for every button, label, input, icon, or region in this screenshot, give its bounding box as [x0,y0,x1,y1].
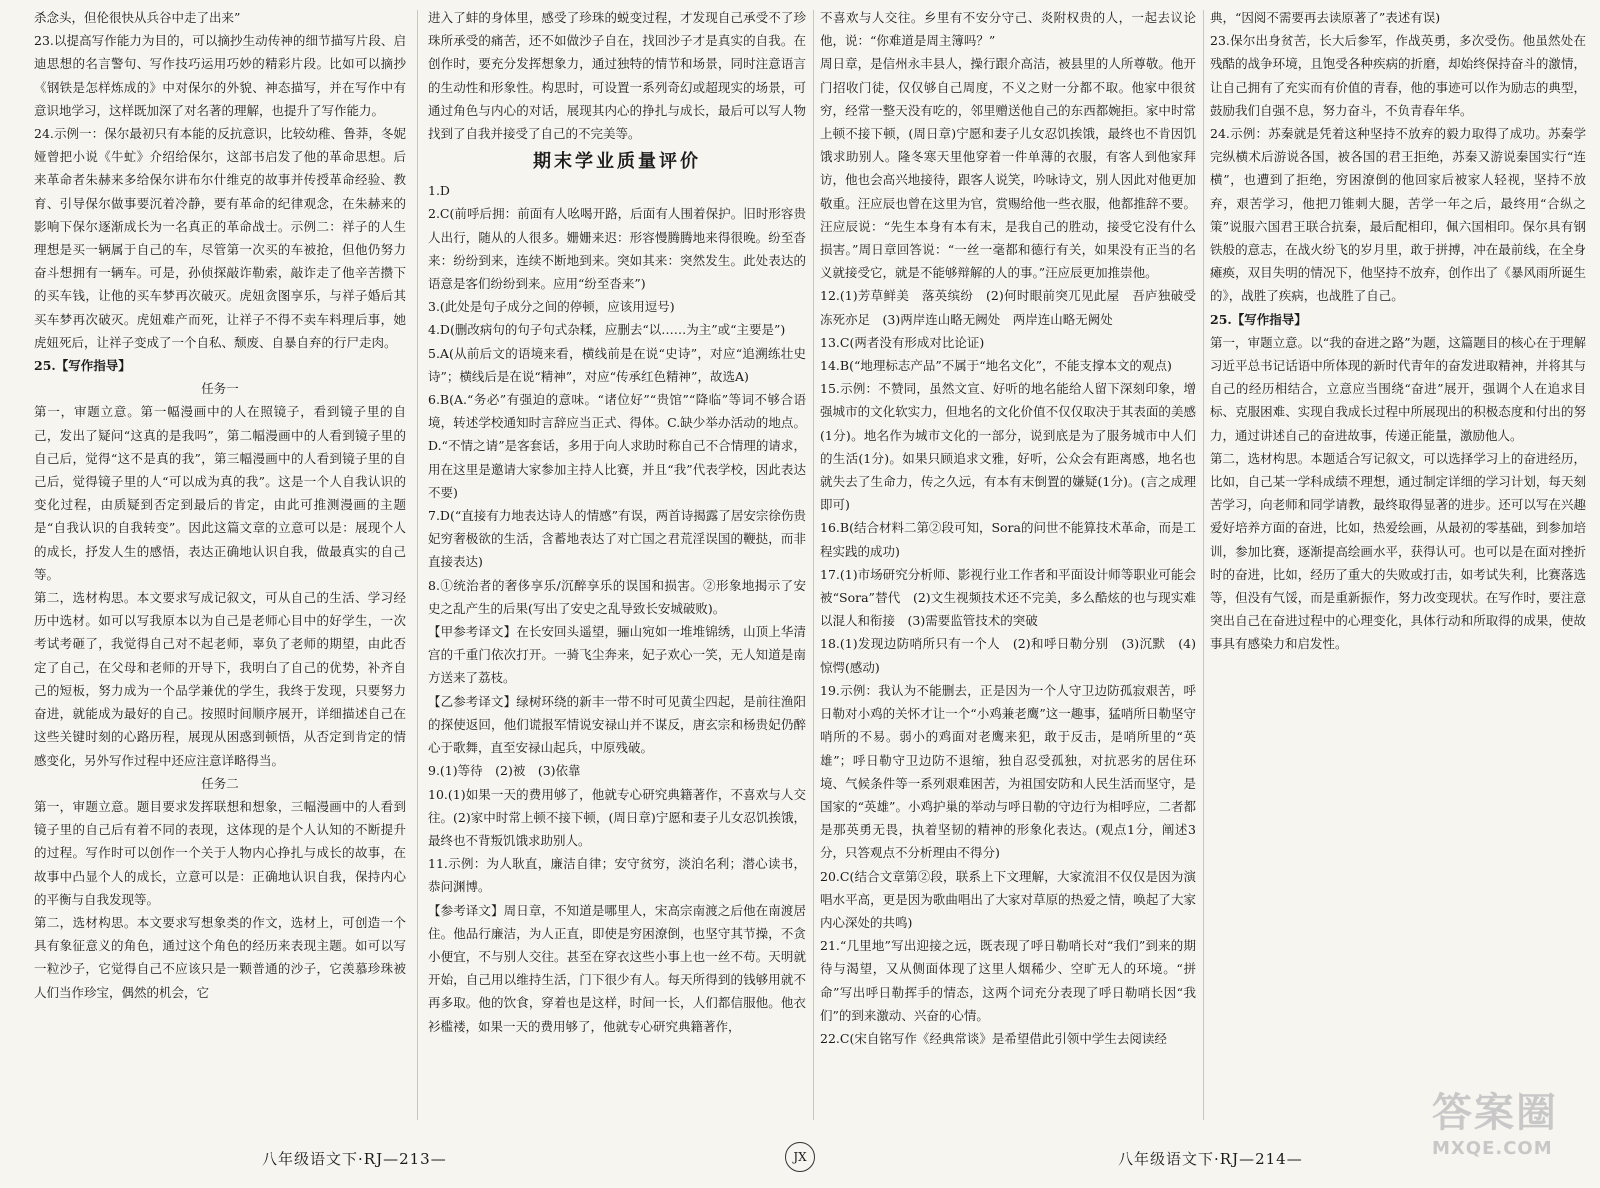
answer-23: 23.保尔出身贫苦，长大后参军，作战英勇，多次受伤。他虽然处在残酷的战争环境，且饱受各种疾病的折磨，却始终保持奋斗的激情，让自己拥有了充实而有价值的青春，他的事迹可以作为励志的典型，鼓励我们自强不息，努力奋斗，不负青春年华。 [1210,33,1586,118]
answer-7: 7.D(“直接有力地表达诗人的情感”有误，两首诗揭露了居安宗徐伤贵妃穷奢极欲的生活，含蓄地表达了对亡国之君荒淫误国的鞭挞，而非直接表达) [428,508,806,570]
answer-10: 10.(1)如果一天的费用够了，他就专心研究典籍著作，不喜欢与人交往。(2)家中时常上顿不接下顿，(周日章)宁愿和妻子儿女忍饥挨饿，最终也不背叛饥饿求助别人。 [428,786,806,848]
text-block: 进入了蚌的身体里，感受了珍珠的蜕变过程，才发现自己承受不了珍珠所承受的痛苦，还不如做沙子自在，找回沙子才是真实的自我。在创作时，要充分发挥想象力，通过独特的情节和场景，同时注意语言的生动性和形象性。构思时，可设置一系列奇幻或超现实的场景，可通过角色与内心的对话，展现其内心的挣扎与成长，最后可以写人物找到了自我并接受了自己的不完美等。 [428,10,806,142]
answer-12: 12.(1)芳草鲜美 落英缤纷 (2)何时眼前突兀见此屋 吾庐独破受冻死亦足 (3)两岸连山略无阙处 两岸连山略无阙处 [820,288,1196,327]
translation-reference: 【参考译文】周日章，不知道是哪里人，宋高宗南渡之后他在南渡居住。他品行廉洁，为人正直，即使是穷困潦倒，也坚守其节操，不贪小便宜，不与别人交往。甚至在穿衣这些小事上也一丝不苟。天明就开始，自己用以维持生活，门下很少有人。每天所得到的钱够用就不再多取。他的饮食，穿着也是这样，时间一长，人们都信服他。他衣衫槛褛，如果一天的费用够了，他就专心研究典籍著作， [428,902,806,1034]
task-one-step-one: 第一，审题立意。第一幅漫画中的人在照镜子，看到镜子里的自己，发出了疑问“这真的是我吗”，第二幅漫画中的人看到镜子里的自己后，觉得“这不是真的我”，第三幅漫画中的人看到镜子里的自己后，觉得镜子里的人“可以成为真的我”。这是一个人自我认识的变化过程，由质疑到否定到最后的肯定，由此可推测漫画的主题是“自我认识的自我转变”。因此这篇文章的立意可以是：展现个人的成长，抒发人生的感悟，表达正确地认识自我，做最真实的自己等。 [34,404,406,582]
site-watermark [1432,1088,1592,1176]
answer-4: 4.D(删改病句的句子句式杂糅，应删去“以……为主”或“主要是”) [428,322,786,338]
answer-20: 20.C(结合文章第②段，联系上下文理解，大家流泪不仅仅是因为演唱水平高，更是因为歌曲唱出了大家对草原的热爱之情，唤起了大家内心深处的共鸣) [820,868,1196,930]
answer-8: 8.①统治者的奢侈享乐/沉醉享乐的误国和损害。②形象地揭示了安史之乱产生的后果(写出了安史之乱导致长安城破败)。 [428,577,806,616]
task-one-heading: 任务一 [201,381,239,397]
page-number-left: 八年级语文下·RJ—213— [262,1150,447,1168]
answer-6: 6.B(A.“务必”有强迫的意味。“诸位好”“贵馆”“降临”等词不够合语境，转述学校通知时言辞应当正式、得体。C.缺少举办活动的地点。D.“不情之请”是客套话，多用于向人求助时称自己不合情理的请求，用在这里是邀请大家参加主持人比赛，并且“我”代表学校，因此表达不要) [428,392,806,500]
answer-5: 5.A(从前后文的语境来看，横线前是在说“史诗”，对应“追溯练壮史诗”；横线后是在说“精神”，对应“传承红色精神”，故选A) [428,345,806,384]
column-3 [820,6,1196,1134]
answer-22: 22.C(宋自铭写作《经典常谈》是希望借此引领中学生去阅读经 [820,1030,1167,1046]
task-two-heading: 任务二 [201,775,239,791]
text-block: 杀念头，但伦很快从兵谷中走了出来” [34,10,241,25]
writing-step-one: 第一，审题立意。以“我的奋进之路”为题，这篇题目的核心在于理解习近平总书记话语中所体现的新时代青年的奋发进取精神，并将其与自己的经历相结合，立意应当围绕“奋进”展开，强调个人在追求目标、克服困难、实现自我成长过程中所展现出的积极态度和付出的努力，通过讲述自己的奋进故事，传递正能量，激励他人。 [1210,334,1586,443]
jx-circle-mark: JX [785,1142,815,1172]
answer-14: 14.B(“地理标志产品”不属于“地名文化”，不能支撑本文的观点) [820,358,1172,374]
column-divider [417,10,418,1120]
answer-13: 13.C(两者没有形成对比论证) [820,334,985,350]
column-1 [34,6,406,1134]
answer-16: 16.B(结合材料二第②段可知，Sora的问世不能算技术革命，而是工程实践的成功) [820,520,1196,559]
page-number-right: 八年级语文下·RJ—214— [1118,1150,1303,1168]
answer-19: 19.示例：我认为不能删去，正是因为一个人守卫边防孤寂艰苦，呼日勒对小鸡的关怀才让一个“小鸡兼老鹰”这一趣事，猛哨所日勒坚守哨所的不易。弱小的鸡面对老鹰来犯，敢于反击，是哨所里的“英雄”；呼日勒守卫边防不退缩，独自忍受孤独，对抗恶劣的居住环境、气候条件等一系列艰难困苦，为祖国安防和人民生活而坚守，是国家的“英雄”。小鸡护巢的举动与呼日勒的守边行为相呼应，二者都是那英勇无畏，执着坚韧的精神的形象化表达。(观点1分，阐述3分，只答观点不分析理由不得分) [820,682,1196,861]
task-two-step-one: 第一，审题立意。题目要求发挥联想和想象，三幅漫画中的人看到镜子里的自己后有着不同的表现，这体现的是个人认知的不断提升的过程。写作时可以创作一个关于人物内心挣扎与成长的故事，在故事中凸显个人的成长，立意可以是：正确地认识自我，保持内心的平衡与自我发现等。 [34,798,406,907]
task-one-step-two: 第二，选材构思。本文要求写成记叙文，可从自己的生活、学习经历中选材。如可以写我原本以为自己是老师心目中的好学生，一次考试考砸了，我觉得自己对不起老师，辜负了老师的期望，由此否定了自己，在父母和老师的开导下，我明白了自己的优势，补齐自己的短板，努力成为一个品学兼优的学生，我终于发现，只要努力奋进，就能成为最好的自己。按照时间顺序展开，详细描述自己在这些关键时刻的心路历程，展现从困惑到顿悟，从否定到肯定的情感变化，另外写作过程中还应注意详略得当。 [34,590,406,768]
answer-23: 23.以提高写作能力为目的，可以摘抄生动传神的细节描写片段、启迪思想的名言警句、写作技巧运用巧妙的精彩片段。比如可以摘抄《钢铁是怎样炼成的》中对保尔的外貌、神态描写，并在写作中有意识地学习，这样既加深了对名著的理解，也提升了写作能力。 [34,33,406,118]
translation-yi: 【乙参考译文】绿树环绕的新丰一带不时可见黄尘四起，是前往渔阳的探使返回，他们谎报军情说安禄山并不谋反，唐玄宗和杨贵妃仍醉心于歌舞，直至安禄山起兵，中原残破。 [428,693,806,756]
answer-3: 3.(此处是句子成分之间的停顿，应该用逗号) [428,299,675,315]
answer-15: 15.示例：不赞同，虽然文宣、好听的地名能给人留下深刻印象，增强城市的文化软实力，但地名的文化价值不仅仅取决于其表面的美感(1分)。地名作为城市文化的一部分，说到底是为了服务城市中人们的生活(1分)。如果只顾追求文雅，好听，公众会有距离感，地名也就失去了生命力，传之久远，有本有末倒置的嫌疑(1分)。(言之成理即可) [820,381,1196,513]
answer-25-heading: 25.【写作指导】 [1210,311,1307,327]
answer-18: 18.(1)发现边防哨所只有一个人 (2)和呼日勒分别 (3)沉默 (4)惊愕(感动) [820,636,1196,675]
section-title: 期末学业质量评价 [533,151,701,173]
column-4 [1210,6,1586,1134]
text-block: 周日章，是信州永丰县人，操行跟介高洁，被县里的人所尊敬。他开门招收门徒，仅仅够自己周度，不义之财一分都不取。他家中很贫穷，经常一整天没有吃的，邻里赠送他自己的东西都婉拒。家中时常上顿不接下顿，(周日章)宁愿和妻子儿女忍饥挨饿，最终也不肯因饥饿求助别人。隆冬寒天里他穿着一件单薄的衣服，有客人到他家拜访，他也会高兴地接待，跟客人说笑，吟咏诗文，别人因此对他更加敬重。汪应辰也曾在这里为官，赏赐给他一些衣服，他都推辞不要。汪应辰说：“先生本身有本有末，是我自己的胜动，接受它没有什么损害。”周日章回答说：“一丝一毫都和德行有关，如果没有正当的名义就接受它，就是不能够辩解的人的事。”汪应辰更加推崇他。 [820,56,1196,281]
answer-21: 21.“几里地”写出迎接之远，既表现了呼日勒哨长对“我们”到来的期待与渴望，又从侧面体现了这里人烟稀少、空旷无人的环境。“拼命”写出呼日勒挥手的情态，这两个词充分表现了呼日勒哨长因“我们”的到来激动、兴奋的心情。 [820,938,1196,1023]
column-2 [428,6,806,1134]
answer-2: 2.C(前呼后拥：前面有人吆喝开路，后面有人围着保护。旧时形容贵人出行，随从的人很多。姗姗来迟：形容慢腾腾地来得很晚。纷至沓来：纷纷到来，连续不断地到来。突如其来：突然发生。此处表达的语意是客们纷纷到来。应用“纷至沓来”) [428,206,806,292]
text-block: 不喜欢与人交往。乡里有不安分守己、炎附权贵的人，一起去议论他，说：“你难道是周主簿吗？” [820,10,1196,49]
task-two-step-two: 第二，选材构思。本文要求写想象类的作文，选材上，可创造一个具有象征意义的角色，通过这个角色的经历来表现主题。如可以写一粒沙子，它觉得自己不应该只是一颗普通的沙子，它羡慕珍珠被人们当作珍宝，偶然的机会，它 [34,914,406,1000]
answer-24: 24.示例一：保尔最初只有本能的反抗意识，比较幼稚、鲁莽，冬妮娅曾把小说《牛虻》介绍给保尔，这部书启发了他的革命思想。后来革命者朱赫来多给保尔讲布尔什维克的故事并传授革命经验、教育、引导保尔做事要沉着冷静，要有革命的纪律观念，在朱赫来的影响下保尔逐渐成长为一名真正的革命战士。示例二：祥子的人生理想是买一辆属于自己的车，尽管第一次买的车被抢，但他仍努力奋斗想拥有一辆车。可是，孙侦探敲诈勒索，敲诈走了他辛苦攒下的买车钱，让他的买车梦再次破灭。虎妞贪图享乐，与祥子婚后其买车梦再次破灭。虎妞难产而死，让祥子不得不卖车料理后事，她虎妞死后，让祥子变成了一个自私、颓废、自暴自弃的行尸走肉。 [34,126,406,350]
column-divider [1203,10,1204,1120]
writing-step-two: 第二，选材构思。本题适合写记叙文，可以选择学习上的奋进经历，比如，自己某一学科成绩不理想，通过制定详细的学习计划，每天刻苦学习，向老师和同学请教，最终取得显著的进步。还可以写在兴趣爱好培养方面的奋进，比如，热爱绘画，从最初的零基础，到参加培训，参加比赛，逐渐提高绘画水平，获得认可。也可以是在面对挫折时的奋进，比如，经历了重大的失败或打击，如考试失利，比赛落选等，但没有气馁，而是重新振作，努力改变现状。在写作时，要注意突出自己在奋进过程中的心理变化，具体行动和所取得的成果，使故事具有感染力和启发性。 [1210,450,1586,652]
answer-11: 11.示例：为人耿直，廉洁自律；安守贫穷，淡泊名利；潜心读书，恭问渊博。 [428,856,806,895]
answer-17: 17.(1)市场研究分析师、影视行业工作者和平面设计师等职业可能会被“Sora”替代 (2)文生视频技术还不完美，多么酷炫的也与现实难以混人和衔接 (3)需要监管技术的突破 [820,566,1196,629]
answer-24: 24.示例：苏秦就是凭着这种坚持不放弃的毅力取得了成功。苏秦学完纵横术后游说各国，被各国的君王拒绝，苏秦又游说秦国实行“连横”，也遭到了拒绝，穷困潦倒的他回家后被家人轻视，坚持不放弃，艰苦学习，他把刀锥刺大腿，苦学一年之后，最终用“合纵之策”说服六国君王联合抗秦，最后配相印，佩六国相印。保尔具有钢铁般的意志，在战火纷飞的岁月里，敢于拼搏，冲在最前线，在全身瘫痪，双目失明的情况下，他坚持不放弃，创作出了《暴风雨所诞生的》，战胜了疾病，也战胜了自己。 [1210,126,1586,304]
column-divider [813,10,814,1120]
answer-25-heading: 25.【写作指导】 [34,358,131,374]
answer-9: 9.(1)等待 (2)被 (3)依靠 [428,763,581,779]
watermark-url: MXQE.COM [1432,1138,1553,1159]
watermark-logo-text: 答案圈 [1432,1090,1558,1136]
answer-1: 1.D [428,183,450,199]
translation-jia: 【甲参考译文】在长安回头遥望，骊山宛如一堆堆锦绣，山顶上华清宫的千重门依次打开。一骑飞尘奔来，妃子欢心一笑，无人知道是南方送来了荔枝。 [428,624,806,686]
text-block: 典，“因阅不需要再去读原著了”表述有误) [1210,10,1441,25]
